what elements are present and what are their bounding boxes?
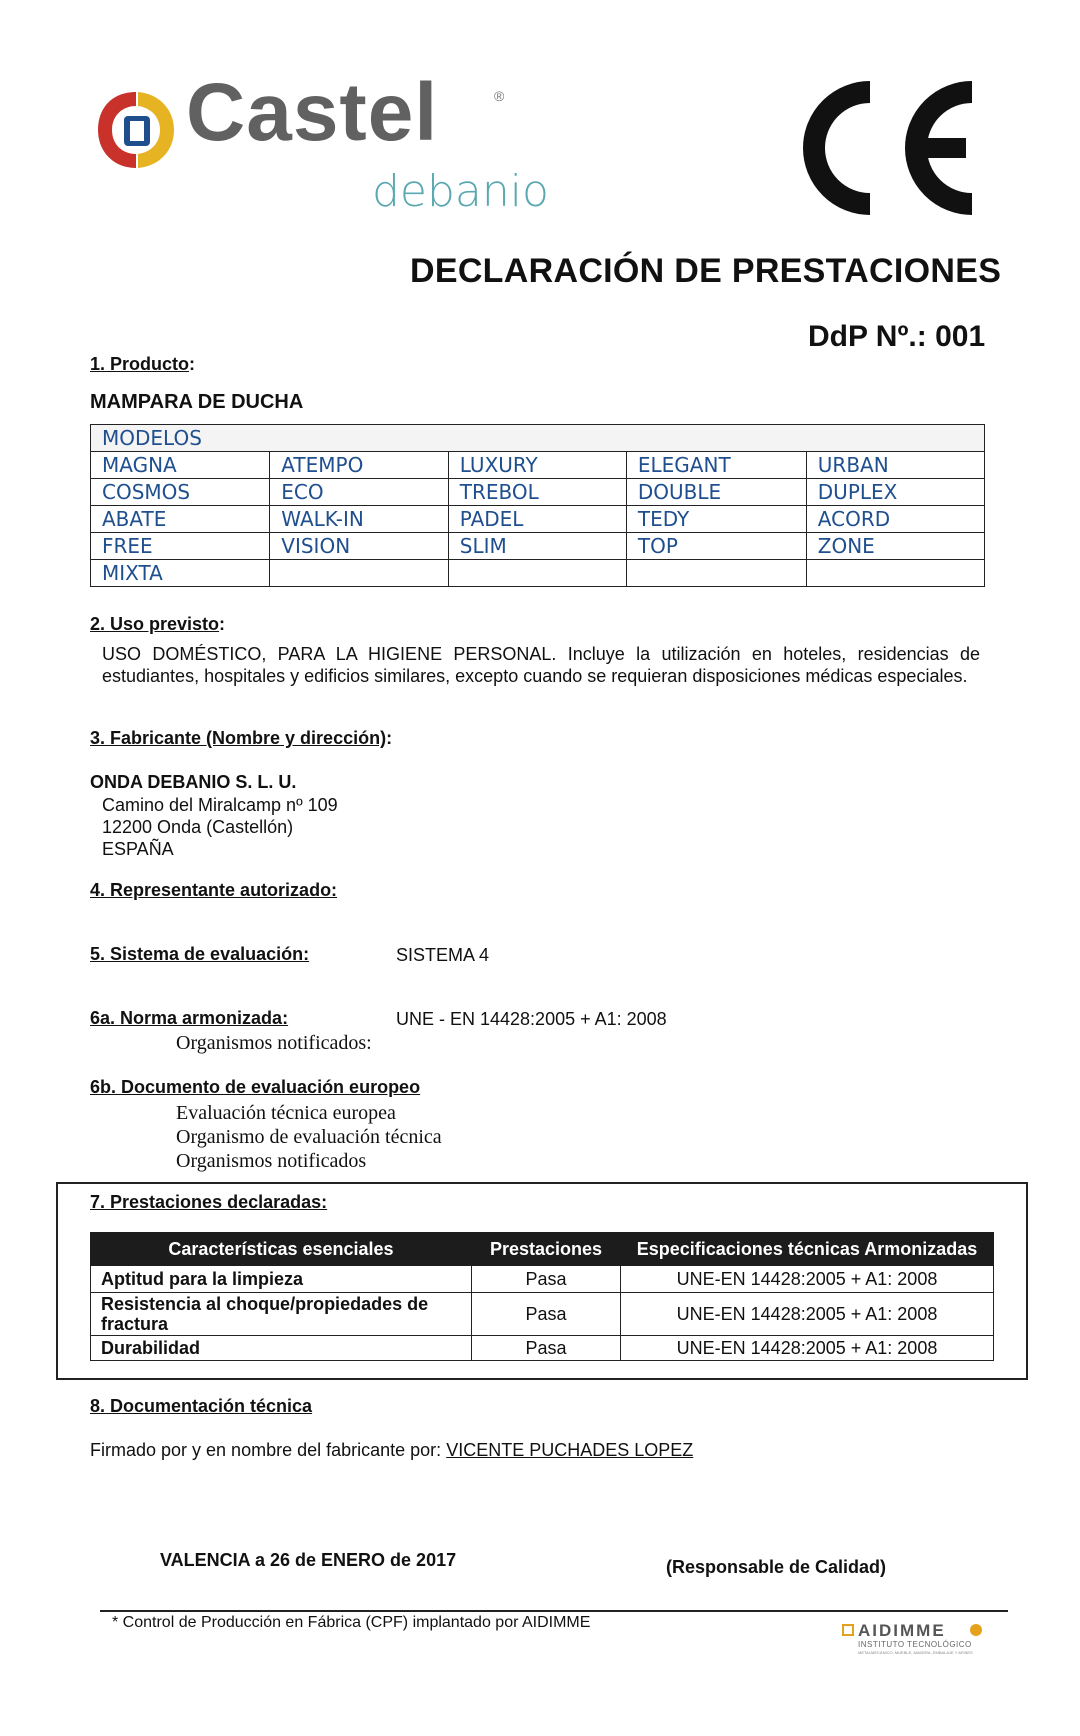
section-7-heading: 7. Prestaciones declaradas: (90, 1192, 328, 1212)
spec-cell: UNE-EN 14428:2005 + A1: 2008 (621, 1336, 994, 1361)
section-4-heading: 4. Representante autorizado: (90, 880, 338, 900)
table-row (91, 1266, 994, 1293)
model-cell: URBAN (806, 452, 984, 479)
model-cell: MAGNA (91, 452, 270, 479)
ce-mark-icon (786, 78, 982, 218)
section-1-heading: 1. Producto: (90, 354, 196, 374)
evaluation-system: SISTEMA 4 (396, 945, 490, 965)
signature-line (90, 1439, 693, 1461)
models-header: MODELOS (91, 425, 985, 452)
document-title: DECLARACIÓN DE PRESTACIONES (410, 252, 1002, 290)
aidimme-subtitle: INSTITUTO TECNOLÓGICO (858, 1640, 972, 1649)
section-3-heading: 3. Fabricante (Nombre y dirección): (90, 728, 393, 748)
harmonized-standard: UNE - EN 14428:2005 + A1: 2008 (396, 1009, 667, 1029)
signatory-name: VICENTE PUCHADES LOPEZ (446, 1440, 694, 1460)
model-cell: WALK-IN (270, 506, 449, 533)
footer-divider (100, 1610, 1008, 1612)
feature-cell: Durabilidad (91, 1336, 472, 1361)
model-cell: TOP (626, 533, 806, 560)
address-line: 12200 Onda (Castellón) (102, 817, 294, 837)
notified-bodies-label: Organismos notificados: (176, 1032, 372, 1054)
model-cell: ZONE (806, 533, 984, 560)
models-row (91, 533, 985, 560)
model-cell: SLIM (448, 533, 626, 560)
brand-subtitle: debanio (372, 166, 549, 217)
section-8-heading: 8. Documentación técnica (90, 1396, 313, 1416)
model-cell: ABATE (91, 506, 270, 533)
ddp-number: DdP Nº.: 001 (808, 320, 986, 353)
feature-cell: Aptitud para la limpieza (91, 1266, 472, 1293)
model-cell: LUXURY (448, 452, 626, 479)
aidimme-dot-icon (970, 1624, 982, 1636)
models-table (90, 424, 985, 587)
model-cell: PADEL (448, 506, 626, 533)
model-cell: COSMOS (91, 479, 270, 506)
assessment-line: Organismos notificados (176, 1150, 367, 1172)
models-row (91, 506, 985, 533)
intended-use-text: USO DOMÉSTICO, PARA LA HIGIENE PERSONAL. Incluye la utilización en hoteles, residencias de estudiantes, hospitales y edificios similares, excepto cuando se requieran disposiciones médicas especiales. (102, 644, 980, 686)
spec-cell: UNE-EN 14428:2005 + A1: 2008 (621, 1293, 994, 1336)
footer-note: * Control de Producción en Fábrica (CPF) implantado por AIDIMME (112, 1614, 591, 1631)
table-row (91, 1336, 994, 1361)
models-row (91, 560, 985, 587)
model-cell: ACORD (806, 506, 984, 533)
model-cell: FREE (91, 533, 270, 560)
address-line: Camino del Miralcamp nº 109 (102, 795, 338, 815)
model-cell: ECO (270, 479, 449, 506)
models-row (91, 452, 985, 479)
model-cell: TREBOL (448, 479, 626, 506)
section-2-heading: 2. Uso previsto: (90, 614, 226, 634)
performance-table (90, 1232, 994, 1361)
registered-mark: ® (494, 88, 505, 104)
result-cell: Pasa (472, 1293, 621, 1336)
brand-name: Castel (186, 67, 439, 158)
feature-cell: Resistencia al choque/propiedades de fractura (91, 1293, 472, 1336)
address-line: ESPAÑA (102, 839, 174, 859)
spec-cell: UNE-EN 14428:2005 + A1: 2008 (621, 1266, 994, 1293)
models-header-row (91, 425, 985, 452)
aidimme-logo (842, 1622, 982, 1658)
model-cell: MIXTA (91, 560, 270, 587)
column-header: Características esenciales (91, 1233, 472, 1266)
model-cell (626, 560, 806, 587)
assessment-line: Evaluación técnica europea (176, 1102, 396, 1124)
model-cell (270, 560, 449, 587)
assessment-line: Organismo de evaluación técnica (176, 1126, 442, 1148)
aidimme-name: AIDIMME (858, 1621, 946, 1640)
manufacturer-name: ONDA DEBANIO S. L. U. (90, 772, 297, 792)
castel-logo-icon (94, 88, 178, 172)
place-date: VALENCIA a 26 de ENERO de 2017 (160, 1550, 457, 1570)
product-name: MAMPARA DE DUCHA (90, 391, 304, 413)
column-header: Prestaciones (472, 1233, 621, 1266)
model-cell (448, 560, 626, 587)
section-6a-heading: 6a. Norma armonizada: (90, 1008, 289, 1028)
section-5-heading: 5. Sistema de evaluación: (90, 944, 310, 964)
signature-prefix: Firmado por y en nombre del fabricante por: (90, 1440, 447, 1460)
model-cell: ATEMPO (270, 452, 449, 479)
aidimme-fine-print: METALMECÁNICO, MUEBLE, MADERA, EMBALAJE Y AFINES (858, 1650, 973, 1655)
models-row (91, 479, 985, 506)
result-cell: Pasa (472, 1336, 621, 1361)
aidimme-square-icon (842, 1624, 854, 1636)
model-cell: ELEGANT (626, 452, 806, 479)
model-cell (806, 560, 984, 587)
result-cell: Pasa (472, 1266, 621, 1293)
performance-header-row (91, 1233, 994, 1266)
signatory-role: (Responsable de Calidad) (666, 1557, 887, 1577)
model-cell: DUPLEX (806, 479, 984, 506)
section-6b-heading: 6b. Documento de evaluación europeo (90, 1077, 421, 1097)
column-header: Especificaciones técnicas Armonizadas (621, 1233, 994, 1266)
model-cell: DOUBLE (626, 479, 806, 506)
model-cell: TEDY (626, 506, 806, 533)
table-row (91, 1293, 994, 1336)
model-cell: VISION (270, 533, 449, 560)
